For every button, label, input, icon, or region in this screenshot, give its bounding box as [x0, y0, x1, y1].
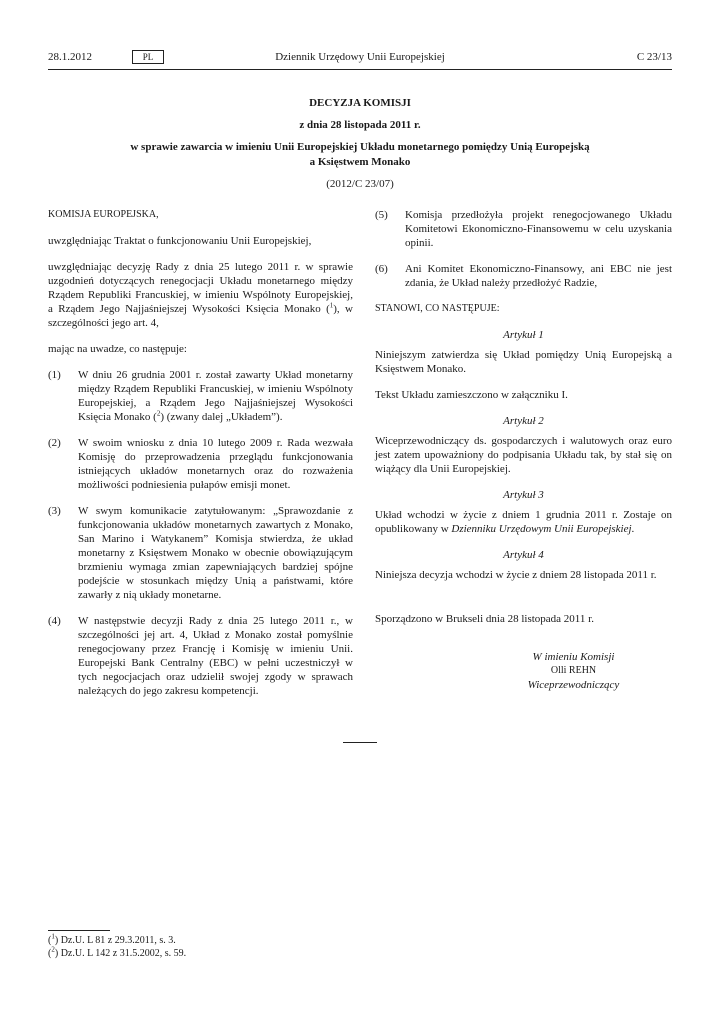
journal-header [48, 51, 672, 70]
institution-name: KOMISJA EUROPEJSKA, [48, 209, 159, 220]
done-at: Sporządzono w Brukseli dnia 28 listopada 2011 r. [375, 613, 594, 625]
footnote-ref-2[interactable]: 2 [156, 409, 161, 418]
right-column [375, 208, 672, 692]
language-badge: PL [132, 50, 164, 64]
footnote-1: ($^1$) Dz.U. L 81 z 29.3.2011, s. 3. [48, 932, 176, 946]
article-2-text: Wiceprzewodniczący ds. gospodarczych i walutowych oraz euro jest zatem upoważniony do podpisania Układu tak, by stał się on wiążący dla Unii Europejskiej. [375, 435, 672, 475]
article-4-text: Niniejsza decyzja wchodzi w życie z dniem 28 listopada 2011 r. [375, 569, 657, 581]
recital-1: (1) W dniu 26 grudnia 2001 r. został zawarty Układ monetarny między Rządem Republiki Francuskiej, w imieniu Wspólnoty Europejskiej, a Rządem Jego Najjaśniejszej Wysokości Księcia Monako ($^2$) (zwany dalej „Układem”). [48, 369, 353, 423]
decision-subject-line1: w sprawie zawarcia w imieniu Unii Europejskiej Układu monetarnego pomiędzy Unią Europejską [130, 141, 590, 153]
decision-title: DECYZJA KOMISJI [309, 97, 411, 109]
signature-for: W imieniu Komisji [532, 651, 615, 663]
article-1-annex-text: Tekst Układu zamieszczono w załączniku I. [375, 389, 568, 401]
decision-title-block [48, 96, 672, 190]
recital-6: (6) Ani Komitet Ekonomiczno-Finansowy, ani EBC nie jest zdania, że Układ należy przedłożyć Radzie, [375, 263, 672, 289]
citation-council-decision: uwzględniając decyzję Rady z dnia 25 lutego 2011 r. w sprawie uzgodnień dotyczących renegocjacji Układu monetarnego między Rządem Republiki Francuskiej, w imieniu Wspólnoty Europejskiej, a Rządem Jego Najjaśniejszej Wysokości Księcia Monako ($^1$), w szczególności jego art. 4, [48, 261, 353, 329]
recital-5: (5) Komisja przedłożyła projekt renegocjowanego Układu Komitetowi Ekonomiczno-Finansowemu w celu uzyskania opinii. [375, 209, 672, 249]
journal-title: Dziennik Urzędowy Unii Europejskiej [275, 51, 445, 63]
signatory-name: Olli REHN [550, 665, 597, 676]
article-4-heading: Artykuł 4 [503, 549, 544, 561]
end-of-text-rule [343, 742, 377, 743]
decision-reference: (2012/C 23/07) [326, 178, 394, 190]
enacting-formula: STANOWI, CO NASTĘPUJE: [375, 303, 500, 314]
recital-4: (4) W następstwie decyzji Rady z dnia 25 lutego 2011 r., w szczególności jej art. 4, Układ z Monako został pomyślnie renegocjowany przez Francję i Komisję w imieniu Unii. Europejski Bank Centralny (EBC) w pełni uczestniczył w tych negocjacjach oraz udzielił swojej zgody w sprawach należących do jego zakresu kompetencji. [48, 615, 353, 697]
citation-treaty: uwzględniając Traktat o funkcjonowaniu Unii Europejskiej, [48, 235, 312, 247]
article-3-heading: Artykuł 3 [503, 489, 544, 501]
footnote-ref-1[interactable]: 1 [329, 301, 334, 310]
article-3-text: Układ wchodzi w życie z dniem 1 grudnia 2011 r. Zostaje on opublikowany w Dzienniku Urzędowym Unii Europejskiej. [375, 509, 672, 535]
signature-block [475, 650, 672, 692]
footnote-2: ($^2$) Dz.U. L 142 z 31.5.2002, s. 59. [48, 945, 187, 959]
left-column [48, 208, 353, 710]
decision-date: z dnia 28 listopada 2011 r. [299, 119, 421, 131]
signatory-role: Wiceprzewodniczący [527, 679, 620, 691]
footnote-separator [48, 930, 110, 931]
publication-date: 28.1.2012 [48, 51, 92, 63]
footnotes [48, 930, 348, 960]
recital-2: (2) W swoim wniosku z dnia 10 lutego 2009 r. Rada wezwała Komisję do przeprowadzenia przeglądu funkcjonowania istniejących układów monetarnych oraz do rozważenia możliwości podniesienia pułapów emisji monet. [48, 437, 353, 491]
article-1-text: Niniejszym zatwierdza się Układ pomiędzy Unią Europejską a Księstwem Monako. [375, 349, 672, 375]
recital-3: (3) W swym komunikacie zatytułowanym: „Sprawozdanie z funkcjonowania układów monetarnych zawartych z Monako, San Marino i Watykanem” Komisja stwierdza, że układ monetarny z Księstwem Monako w obecnie obowiązującym brzmieniu wymaga zmian zapewniających bardziej spójne podejście w stosunkach między Unią a państwami, które zawarły z nią układy monetarne. [48, 505, 353, 601]
article-1-heading: Artykuł 1 [503, 329, 544, 341]
decision-subject-line2: a Księstwem Monako [309, 156, 411, 168]
page-reference: C 23/13 [636, 51, 672, 63]
recitals-intro: mając na uwadze, co następuje: [48, 343, 187, 355]
article-2-heading: Artykuł 2 [503, 415, 544, 427]
